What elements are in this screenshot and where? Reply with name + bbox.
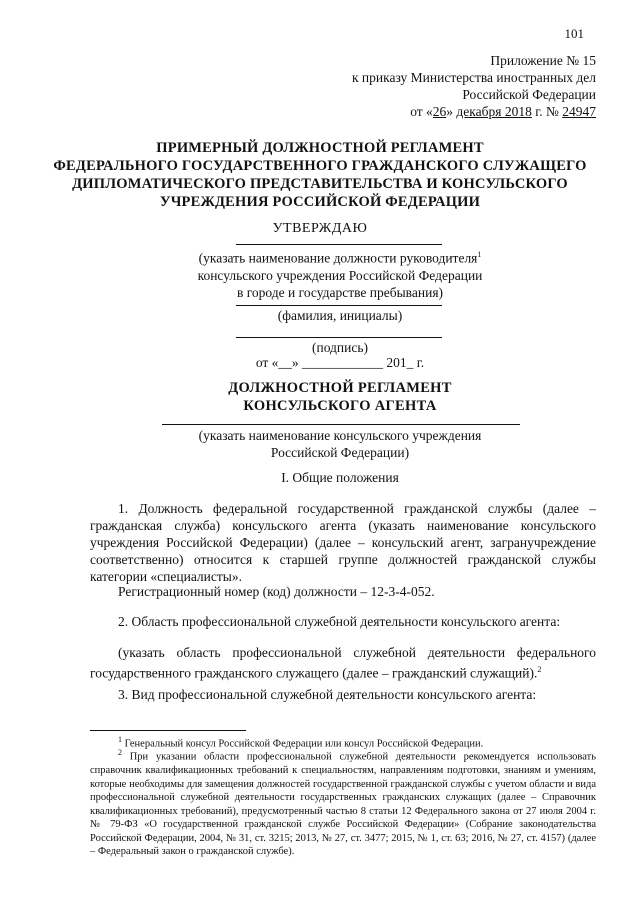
footnote-2-text: При указании области профессиональной служебной деятельности рекомендуется использовать справочник квалификационных требований к специальностям, направлениям подготовки, знаниям и умениям, которые необходимы для замещения должностей государственной гражданской службы с учетом области и вида профессиональной служебной деятельности государственных гражданских служащих (далее – Справочник квалификационных требований), предусмотренный частью 8 статьи 12 Федерального закона от 27 июля 2004 г. № 79-ФЗ «О государственной гражданской службе Российской Федерации» (Собрание законодательства Российской Федерации, 2004, № 31, ст. 3215; 2013, № 27, ст. 3477; 2015, № 1, ст. 63; 2016, № 27, ст. 4157) (далее – Федеральный закон о гражданской службе). — [90, 751, 597, 857]
date-day: 26 — [432, 104, 447, 119]
head-hint-line3: в городе и государстве пребывания) — [236, 284, 444, 300]
head-hint-line1: (указать наименование должности руководителя — [198, 250, 478, 266]
name-line — [236, 305, 442, 306]
appendix-order-date — [352, 103, 596, 120]
date-prefix: от « — [410, 104, 433, 119]
paragraph-2-text — [90, 644, 596, 682]
document-title — [0, 139, 640, 211]
institution-line1: (указать наименование консульского учреждения — [198, 428, 482, 443]
date-suffix: г. № — [531, 104, 563, 119]
footnote-ref-2: 2 — [537, 665, 542, 674]
signature-line — [236, 337, 442, 338]
footnote-separator — [90, 730, 246, 731]
paragraph-1: 1. Должность федеральной государственной гражданской службы (далее – гражданская служба) консульского агента (указать наименование консульского учреждения Российской Федерации) (далее – консульский агент, загранучреждение соответственно) относится к старшей группе должностей гражданской службы категории «специалисты». — [90, 501, 596, 584]
footnote-1-mark: 1 — [118, 735, 122, 744]
date-month-year: декабря 2018 — [456, 104, 532, 119]
section-heading: I. Общие положения — [281, 470, 399, 485]
appendix-line2: к приказу Министерства иностранных дел — [352, 70, 596, 85]
regulation-title2: КОНСУЛЬСКОГО АГЕНТА — [243, 398, 437, 414]
title-line2: ФЕДЕРАЛЬНОГО ГОСУДАРСТВЕННОГО ГРАЖДАНСКОГО СЛУЖАЩЕГО — [53, 158, 587, 174]
paragraph-2: 2. Область профессиональной служебной деятельности консульского агента: — [118, 614, 561, 629]
appendix-line1: Приложение № 15 — [490, 53, 596, 68]
institution-hint — [0, 427, 640, 461]
regulation-title1: ДОЛЖНОСТНОЙ РЕГЛАМЕНТ — [228, 380, 452, 396]
signature-hint: (подпись) — [311, 340, 369, 355]
appendix-header — [352, 52, 596, 120]
name-hint: (фамилия, инициалы) — [277, 308, 403, 323]
appendix-line3: Российской Федерации — [462, 87, 596, 102]
approve-label: УТВЕРЖДАЮ — [272, 221, 368, 236]
title-line3: ДИПЛОМАТИЧЕСКОГО ПРЕДСТАВИТЕЛЬСТВА И КОНСУЛЬСКОГО — [72, 176, 568, 192]
page-number: 101 — [564, 26, 584, 41]
footnote-2-mark: 2 — [118, 748, 122, 757]
order-number: 24947 — [562, 104, 596, 119]
footnote-2 — [90, 746, 596, 859]
paragraph-2-text-body: (указать область профессиональной служебной деятельности федерального государственного гражданского служащего (далее – гражданский служащий). — [90, 645, 596, 681]
regulation-title — [0, 379, 640, 415]
title-line1: ПРИМЕРНЫЙ ДОЛЖНОСТНОЙ РЕГЛАМЕНТ — [156, 140, 484, 156]
footnote-1-text: Генеральный консул Российской Федерации или консул Российской Федерации. — [124, 738, 484, 750]
institution-line — [162, 424, 520, 425]
date-mid: » — [446, 104, 457, 119]
head-position-line — [236, 244, 442, 245]
paragraph-3: 3. Вид профессиональной служебной деятельности консульского агента: — [118, 687, 537, 702]
institution-line2: Российской Федерации) — [270, 445, 410, 460]
registration-number: Регистрационный номер (код) должности – 12-3-4-052. — [118, 584, 435, 599]
approve-date-line: от «__» ____________ 201_ г. — [255, 355, 425, 370]
title-line4: УЧРЕЖДЕНИЯ РОССИЙСКОЙ ФЕДЕРАЦИИ — [159, 194, 481, 210]
head-hint-line2: консульского учреждения Российской Федерации — [197, 267, 483, 283]
head-position-hint — [0, 246, 640, 301]
footnote-ref-1: 1 — [477, 250, 482, 259]
